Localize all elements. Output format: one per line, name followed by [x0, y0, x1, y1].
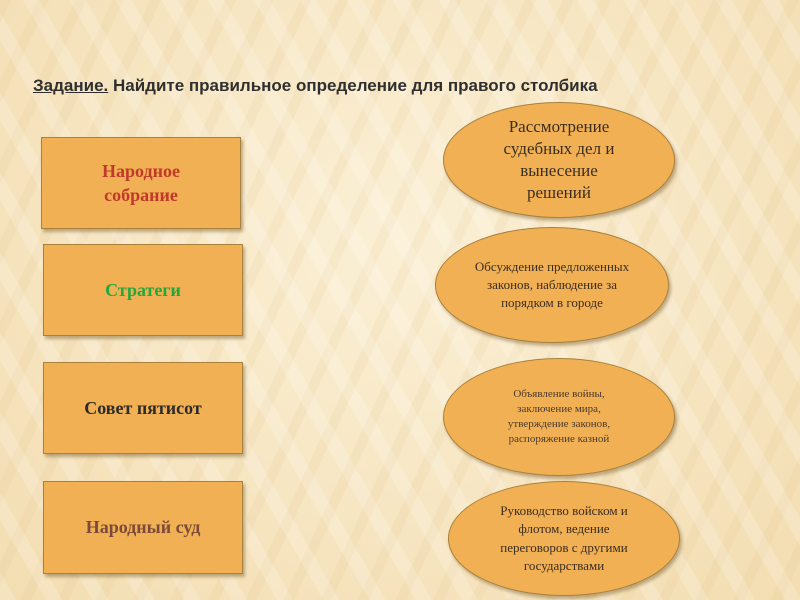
definition-text: Обсуждение предложенных законов, наблюдение за порядком в городе	[474, 258, 630, 311]
term-box-narodnoe-sobranie[interactable]	[41, 137, 241, 229]
definition-oval-3[interactable]	[443, 358, 675, 476]
task-text: Найдите правильное определение для правого столбика	[108, 76, 598, 95]
task-prefix: Задание.	[33, 76, 109, 95]
definition-text: Рассмотрение судебных дел и вынесение решений	[503, 116, 615, 203]
term-label: Народный суд	[85, 517, 201, 538]
term-label: Стратеги	[105, 279, 181, 300]
definition-text: Объявление войны, заключение мира, утверждение законов, распоряжение казной	[507, 388, 611, 445]
definition-text: Руководство войском и флотом, ведение переговоров с другими государствами	[500, 503, 628, 573]
term-box-sovet-pyatisot[interactable]	[43, 362, 243, 454]
term-box-strategi[interactable]	[43, 244, 243, 336]
task-title	[33, 76, 598, 96]
definition-oval-1[interactable]	[443, 102, 675, 218]
term-label: Народное собрание	[102, 160, 180, 205]
definition-oval-2[interactable]	[435, 227, 669, 343]
term-box-narodny-sud[interactable]	[43, 481, 243, 574]
definition-oval-4[interactable]	[448, 481, 680, 596]
term-label: Совет пятисот	[84, 397, 202, 418]
